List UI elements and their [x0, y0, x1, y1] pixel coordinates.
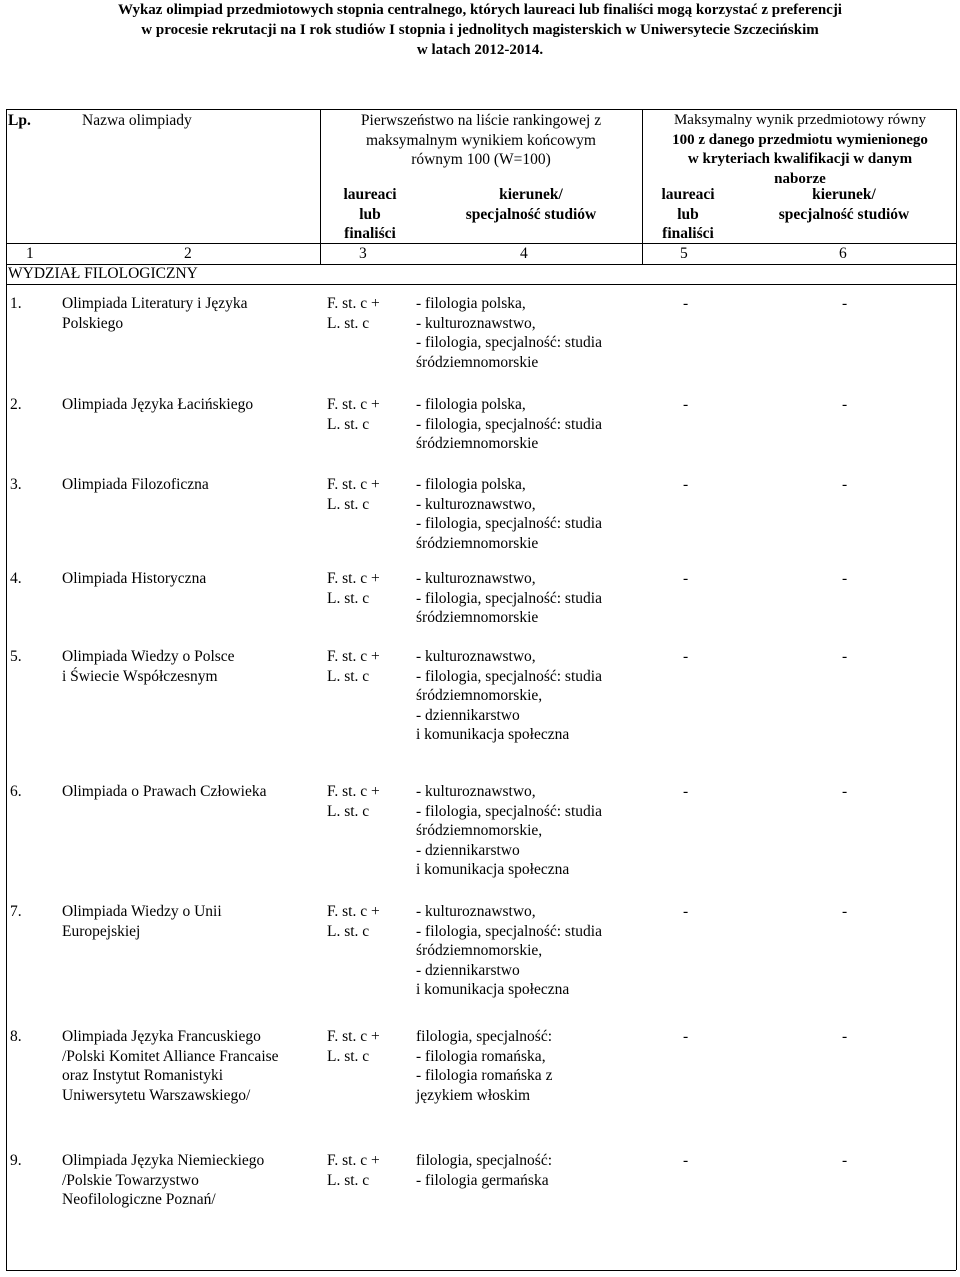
header-lp: Lp.	[8, 112, 31, 129]
row-laureates	[327, 1151, 380, 1190]
row-lp: 1.	[10, 295, 22, 312]
row-laureates-line: L. st. c	[327, 589, 370, 607]
row-col5: -	[683, 476, 689, 493]
header-laureates-line: laureaci	[343, 186, 397, 203]
row-name-line: Olimpiada Wiedzy o Polsce	[62, 648, 235, 665]
row-laureates-line: F. st. c +	[327, 783, 380, 800]
header-maxscore-line: naborze	[774, 170, 826, 187]
row-name-line: Uniwersytetu Warszawskiego/	[62, 1086, 251, 1104]
header-laureates-line: finaliści	[344, 225, 396, 242]
column-number-1: 1	[26, 245, 34, 262]
row-laureates-line: F. st. c +	[327, 648, 380, 665]
row-name-line: i Świecie Współczesnym	[62, 667, 218, 685]
row-field-line: - filologia, specjalność: studia	[416, 922, 602, 940]
row-name-line: Polskiego	[62, 314, 124, 332]
row-fields	[416, 1151, 552, 1190]
row-name-line: Olimpiada o Prawach Człowieka	[62, 783, 267, 800]
row-col6: -	[842, 1028, 848, 1045]
row-lp: 7.	[10, 903, 22, 920]
row-fields	[416, 647, 602, 745]
row-col5: -	[683, 295, 689, 312]
row-laureates-line: F. st. c +	[327, 1152, 380, 1169]
row-name-line: Olimpiada Historyczna	[62, 570, 207, 587]
row-laureates	[327, 395, 380, 434]
header-field-line: specjalność studiów	[465, 205, 597, 223]
table-line-top	[6, 109, 956, 110]
header-field-line: kierunek/	[812, 186, 876, 203]
row-field-line: i komunikacja społeczna	[416, 861, 570, 878]
row-col5: -	[683, 396, 689, 413]
row-laureates-line: F. st. c +	[327, 295, 380, 312]
row-field-line: - filologia polska,	[416, 476, 526, 493]
row-olympiad-name	[62, 647, 235, 686]
row-fields	[416, 782, 602, 880]
row-laureates	[327, 1027, 380, 1066]
header-laureates-line: laureaci	[661, 186, 715, 203]
row-lp: 6.	[10, 783, 22, 800]
faculty-heading: WYDZIAŁ FILOLOGICZNY	[8, 265, 198, 282]
row-laureates-line: L. st. c	[327, 667, 370, 685]
row-field-line: filologia, specjalność:	[416, 1152, 553, 1169]
header-maxscore-line: w kryteriach kwalifikacji w danym	[687, 151, 913, 167]
row-col5: -	[683, 648, 689, 665]
row-field-line: - filologia romańska z	[416, 1067, 553, 1084]
row-field-line: - filologia, specjalność: studia	[416, 802, 602, 820]
row-field-line: - filologia romańska,	[416, 1047, 546, 1065]
row-field-line: śródziemnomorskie,	[416, 687, 543, 704]
row-lp: 8.	[10, 1028, 22, 1045]
row-laureates-line: L. st. c	[327, 802, 370, 820]
row-name-line: Olimpiada Wiedzy o Unii	[62, 903, 222, 920]
row-name-line: Europejskiej	[62, 922, 141, 940]
row-name-line: Olimpiada Filozoficzna	[62, 476, 209, 493]
row-fields	[416, 902, 602, 1000]
row-name-line: oraz Instytut Romanistyki	[62, 1067, 224, 1084]
row-laureates-line: L. st. c	[327, 1047, 370, 1065]
row-field-line: śródziemnomorskie	[416, 353, 539, 371]
row-field-line: - kulturoznawstwo,	[416, 495, 536, 513]
row-lp: 3.	[10, 476, 22, 493]
header-laureates-line: lub	[359, 205, 381, 223]
row-laureates-line: L. st. c	[327, 922, 370, 940]
row-laureates	[327, 647, 380, 686]
row-olympiad-name	[62, 782, 266, 802]
row-olympiad-name	[62, 1151, 264, 1210]
row-lp: 5.	[10, 648, 22, 665]
row-olympiad-name	[62, 569, 206, 589]
row-name-line: Olimpiada Języka Francuskiego	[62, 1028, 261, 1045]
row-field-line: - filologia, specjalność: studia	[416, 515, 602, 532]
row-fields	[416, 475, 602, 553]
header-priority	[322, 111, 640, 170]
row-name-line: Olimpiada Języka Niemieckiego	[62, 1152, 265, 1169]
header-maxscore	[644, 111, 956, 189]
row-field-line: śródziemnomorskie,	[416, 822, 543, 839]
column-number-4: 4	[520, 245, 528, 262]
row-col6: -	[842, 783, 848, 800]
row-laureates-line: F. st. c +	[327, 1028, 380, 1045]
header-field-line: specjalność studiów	[778, 205, 910, 223]
table-line-faculty-bottom	[6, 284, 956, 285]
row-name-line: Olimpiada Literatury i Języka	[62, 295, 248, 312]
row-name-line: /Polski Komitet Alliance Francaise	[62, 1047, 279, 1065]
header-priority-line: równym 100 (W=100)	[411, 151, 551, 168]
row-col6: -	[842, 295, 848, 312]
row-field-line: - filologia, specjalność: studia	[416, 334, 602, 351]
col-divider-priority	[320, 109, 321, 264]
header-field-priority	[420, 185, 642, 224]
row-field-line: i komunikacja społeczna	[416, 726, 570, 743]
row-field-line: i komunikacja społeczna	[416, 981, 570, 998]
row-col6: -	[842, 570, 848, 587]
row-field-line: językiem włoskim	[416, 1086, 531, 1104]
row-field-line: - kulturoznawstwo,	[416, 783, 536, 800]
row-laureates-line: F. st. c +	[327, 476, 380, 493]
row-olympiad-name	[62, 1027, 279, 1105]
column-number-3: 3	[359, 245, 367, 262]
header-laureates-line: finaliści	[662, 225, 714, 242]
row-laureates-line: L. st. c	[327, 1171, 370, 1189]
column-number-2: 2	[184, 245, 192, 262]
row-laureates-line: F. st. c +	[327, 396, 380, 413]
row-field-line: - filologia germańska	[416, 1171, 549, 1189]
col-divider-maxscore	[642, 109, 643, 264]
row-laureates	[327, 294, 380, 333]
row-olympiad-name	[62, 395, 253, 415]
row-field-line: śródziemnomorskie	[416, 435, 539, 452]
row-lp: 2.	[10, 396, 22, 413]
row-name-line: Neofilologiczne Poznań/	[62, 1191, 216, 1208]
row-fields	[416, 569, 602, 628]
row-field-line: - kulturoznawstwo,	[416, 314, 536, 332]
row-field-line: śródziemnomorskie	[416, 534, 539, 552]
row-field-line: - kulturoznawstwo,	[416, 648, 536, 665]
row-laureates-line: F. st. c +	[327, 570, 380, 587]
row-fields	[416, 1027, 552, 1105]
row-laureates	[327, 475, 380, 514]
row-col6: -	[842, 476, 848, 493]
title-line-3: w latach 2012-2014.	[416, 42, 544, 58]
title-line-1: Wykaz olimpiad przedmiotowych stopnia centralnego, których laureaci lub finaliści mogą korzystać z preferencji	[118, 2, 842, 18]
row-col6: -	[842, 903, 848, 920]
row-lp: 4.	[10, 570, 22, 587]
row-col5: -	[683, 1152, 689, 1169]
header-laureates-line: lub	[677, 205, 699, 223]
column-number-6: 6	[839, 245, 847, 262]
header-laureates-maxscore	[644, 185, 732, 244]
row-field-line: filologia, specjalność:	[416, 1028, 553, 1045]
header-laureates-priority	[322, 185, 418, 244]
row-col6: -	[842, 396, 848, 413]
row-laureates-line: F. st. c +	[327, 903, 380, 920]
row-olympiad-name	[62, 902, 222, 941]
header-field-line: kierunek/	[499, 186, 563, 203]
header-name: Nazwa olimpiady	[82, 112, 192, 129]
table-line-head-bottom	[6, 243, 956, 244]
row-olympiad-name	[62, 294, 248, 333]
header-maxscore-line: 100 z danego przedmiotu wymienionego	[672, 131, 928, 148]
row-col6: -	[842, 648, 848, 665]
row-field-line: - filologia polska,	[416, 396, 526, 413]
row-laureates	[327, 569, 380, 608]
row-name-line: Olimpiada Języka Łacińskiego	[62, 396, 254, 413]
row-laureates	[327, 902, 380, 941]
row-col6: -	[842, 1152, 848, 1169]
row-col5: -	[683, 903, 689, 920]
row-field-line: - filologia, specjalność: studia	[416, 667, 602, 685]
row-field-line: śródziemnomorskie	[416, 609, 539, 626]
row-col5: -	[683, 570, 689, 587]
row-field-line: - kulturoznawstwo,	[416, 570, 536, 587]
row-laureates-line: L. st. c	[327, 415, 370, 433]
row-name-line: /Polskie Towarzystwo	[62, 1171, 199, 1189]
row-field-line: - dziennikarstwo	[416, 841, 520, 859]
table-border-right	[956, 109, 957, 1270]
row-field-line: śródziemnomorskie,	[416, 942, 543, 959]
row-fields	[416, 395, 602, 454]
table-line-bottom	[6, 1270, 956, 1271]
row-field-line: - dziennikarstwo	[416, 706, 520, 724]
row-fields	[416, 294, 602, 372]
row-col5: -	[683, 1028, 689, 1045]
row-laureates	[327, 782, 380, 821]
row-field-line: - filologia, specjalność: studia	[416, 415, 602, 433]
header-priority-line: Pierwszeństwo na liście rankingowej z	[360, 112, 602, 129]
row-field-line: - filologia, specjalność: studia	[416, 589, 602, 607]
row-laureates-line: L. st. c	[327, 314, 370, 332]
row-laureates-line: L. st. c	[327, 495, 370, 513]
header-priority-line: maksymalnym wynikiem końcowym	[366, 131, 596, 149]
document-title	[0, 0, 960, 60]
table-border-left	[6, 109, 7, 1270]
row-field-line: - filologia polska,	[416, 295, 526, 312]
header-field-maxscore	[736, 185, 952, 224]
header-maxscore-line: Maksymalny wynik przedmiotowy równy	[673, 112, 927, 128]
row-lp: 9.	[10, 1152, 22, 1169]
row-olympiad-name	[62, 475, 209, 495]
row-field-line: - kulturoznawstwo,	[416, 903, 536, 920]
row-col5: -	[683, 783, 689, 800]
title-line-2: w procesie rekrutacji na I rok studiów I stopnia i jednolitych magisterskich w Uniwersytecie Szczecińskim	[141, 22, 819, 38]
column-number-5: 5	[680, 245, 688, 262]
row-field-line: - dziennikarstwo	[416, 961, 520, 979]
